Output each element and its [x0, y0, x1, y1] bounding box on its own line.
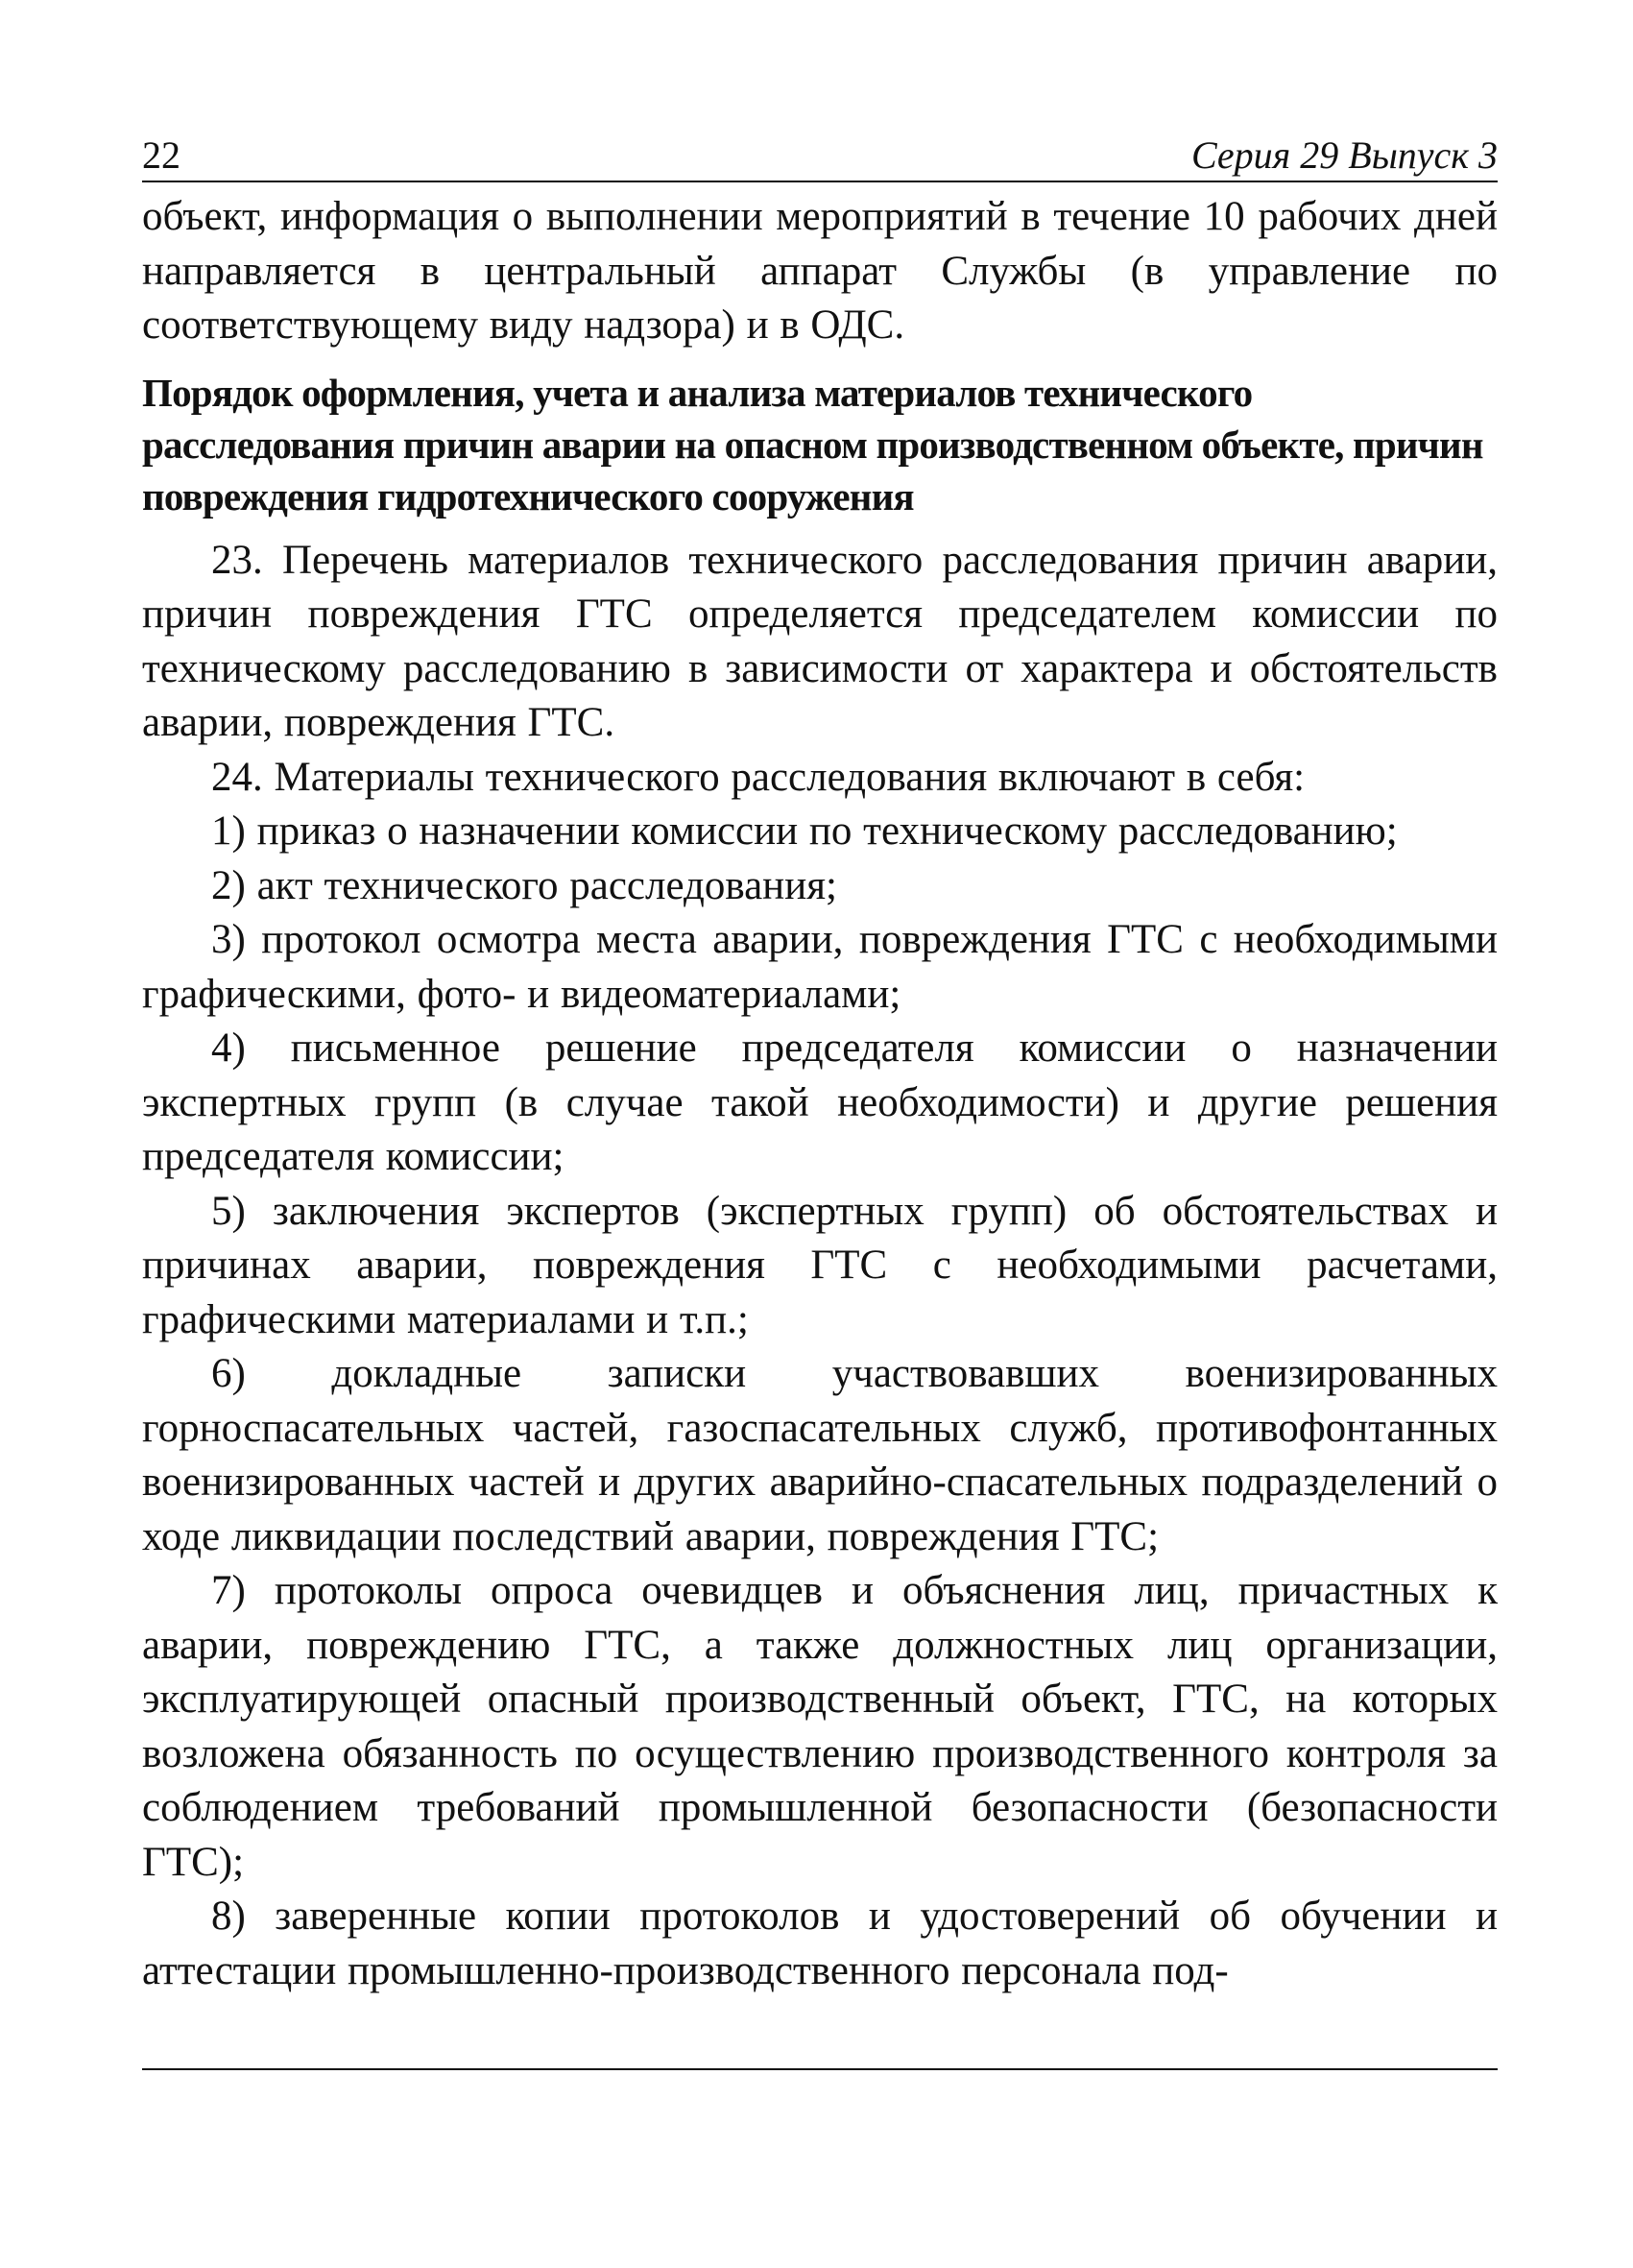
series-title: Серия 29 Выпуск 3 — [1190, 133, 1498, 177]
page-number: 22 — [142, 133, 180, 177]
list-item-4: 4) письменное решение председателя комиссии о назначении экспертных групп (в случае такой необходимости) и другие решения председателя комиссии; — [142, 1025, 1498, 1179]
list-item-5: 5) заключения экспертов (экспертных групп) об обстоятельствах и причинах аварии, повреждения ГТС с необходимыми расчетами, графическими материалами и т.п.; — [142, 1188, 1498, 1342]
footer-rule — [142, 2068, 1498, 2070]
section-heading: Порядок оформления, учета и анализа материалов технического расследования причин аварии на опасном производственном объекте, причин повреждения гидротехнического сооружения — [142, 370, 1483, 519]
continued-paragraph: объект, информация о выполнении мероприятий в течение 10 рабочих дней направляется в центральный аппарат Службы (в управление по соответствующему виду надзора) и в ОДС. — [142, 194, 1498, 348]
paragraph-24: 24. Материалы технического расследования включают в себя: — [211, 754, 1306, 800]
list-item-7: 7) протоколы опроса очевидцев и объяснения лиц, причастных к аварии, повреждению ГТС, а также должностных лиц организации, эксплуатирующей опасный производственный объект, ГТС, на которых возложена обязанность по осуществлению производственного контроля за соблюдением требований промышленной безопасности (безопасности ГТС); — [142, 1568, 1498, 1885]
list-item-6: 6) докладные записки участвовавших военизированных горноспасательных частей, газоспасательных служб, противофонтанных военизированных частей и других аварийно-спасательных подразделений о ходе ликвидации последствий аварии, повреждения ГТС; — [142, 1351, 1498, 1559]
list-item-8: 8) заверенные копии протоколов и удостоверений об обучении и аттестации промышленно-производственного персонала под- — [142, 1894, 1498, 1993]
list-item-3: 3) протокол осмотра места аварии, повреждения ГТС с необходимыми графическими, фото- и видеоматериалами; — [142, 917, 1498, 1017]
running-header — [142, 131, 1498, 181]
list-item-1: 1) приказ о назначении комиссии по техническому расследованию; — [211, 808, 1398, 854]
paragraph-23: 23. Перечень материалов технического расследования причин аварии, причин повреждения ГТС определяется председателем комиссии по техническому расследованию в зависимости от характера и обстоятельств аварии, повреждения ГТС. — [142, 537, 1498, 745]
header-rule — [142, 181, 1498, 182]
list-item-2: 2) акт технического расследования; — [211, 862, 837, 908]
page-body — [142, 190, 1498, 1998]
